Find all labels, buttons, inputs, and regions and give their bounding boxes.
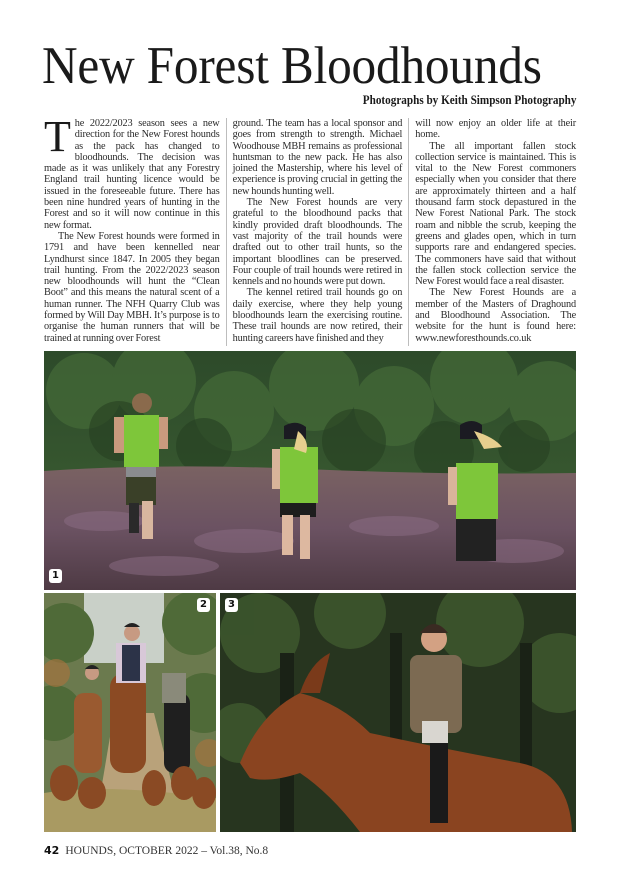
photo-riders-with-hounds [44,593,216,832]
paragraph: The kennel retired trail hounds go on daily exercise, where they help young bloodhounds learn the exercising routine. These trail hounds are now retired, their hunting careers have finished and they [232,287,403,344]
photo-number-badge: 2 [197,598,210,612]
paragraph: will now enjoy an older life at their home. [415,118,577,141]
paragraph [44,112,220,231]
article-body [44,112,577,346]
text-column-2 [226,118,409,346]
runners-illustration [44,351,576,590]
page-number: 42 [44,844,60,857]
riders-hounds-illustration [44,593,216,832]
huntsman-illustration [220,593,576,832]
page-footer [44,844,268,857]
paragraph: The New Forest hounds are very grateful to the bloodhound packs that kindly provided draft bloodhounds. The vast majority of the trail hounds were drafted out to other trail hunts, so the important bloodlines can be preserved. Four couple of trail hounds were retired in kennels and no hounds were put down. [232,197,403,288]
photo-number-badge: 1 [49,569,62,583]
publication-info: HOUNDS, OCTOBER 2022 – Vol.38, No.8 [65,845,269,857]
drop-cap: T [44,112,71,161]
text-column-1 [44,112,226,346]
paragraph-text: he 2022/2023 season sees a new direction for the New Forest hounds as the pack has changed to bloodhounds. The decision was made as it was unlikely that any Forestry England trail hunting licence would be issued in the foreseeable future. There has been nine hundred years of hunting in the Forest and so it will now continue in this new format. [44,118,220,231]
paragraph: The New Forest Hounds are a member of the Masters of Draghound and Bloodhound Association. The website for the hunt is found here: www.newforesthounds.co.uk [415,287,577,344]
paragraph: The all important fallen stock collection service is maintained. This is vital to the New Forest commoners especially when you consider that there are approximately thirteen and a half thousand farm stock depastured in the New Forest National Park. The stock roam and nibble the scrub, keeping the greens and glades open, which in turn supports rare and endangered species. The commoners have said that without the fallen stock collection service the New Forest would face a real disaster. [415,140,577,288]
article-title: New Forest Bloodhounds [42,37,542,95]
rear-horse [162,673,190,773]
photo-huntsman-on-horse [220,593,576,832]
photo-runners-heathland [44,351,576,590]
photo-credit: Photographs by Keith Simpson Photography [362,92,576,107]
photo-number-badge: 3 [225,598,238,612]
paragraph: The New Forest hounds were formed in 1791 and have been kennelled near Lyndhurst since 1847. In 2005 they began trail hunting. From the 2022/2023 season new bloodhounds will hunt the “Clean Boot” and this means the natural scent of a human runner. The NFH Quarry Club was formed by Will Day MBH. It’s purpose is to organise the human runners that will be trained at running over Forest [44,230,220,344]
text-column-3 [408,118,576,346]
paragraph: ground. The team has a local sponsor and goes from strength to strength. Michael Woodhouse MBH remains as professional huntsman to the new pack. He has also joined the Mastership, where his level of experience is proving crucial in getting the new hounds hunting well. [232,118,403,197]
